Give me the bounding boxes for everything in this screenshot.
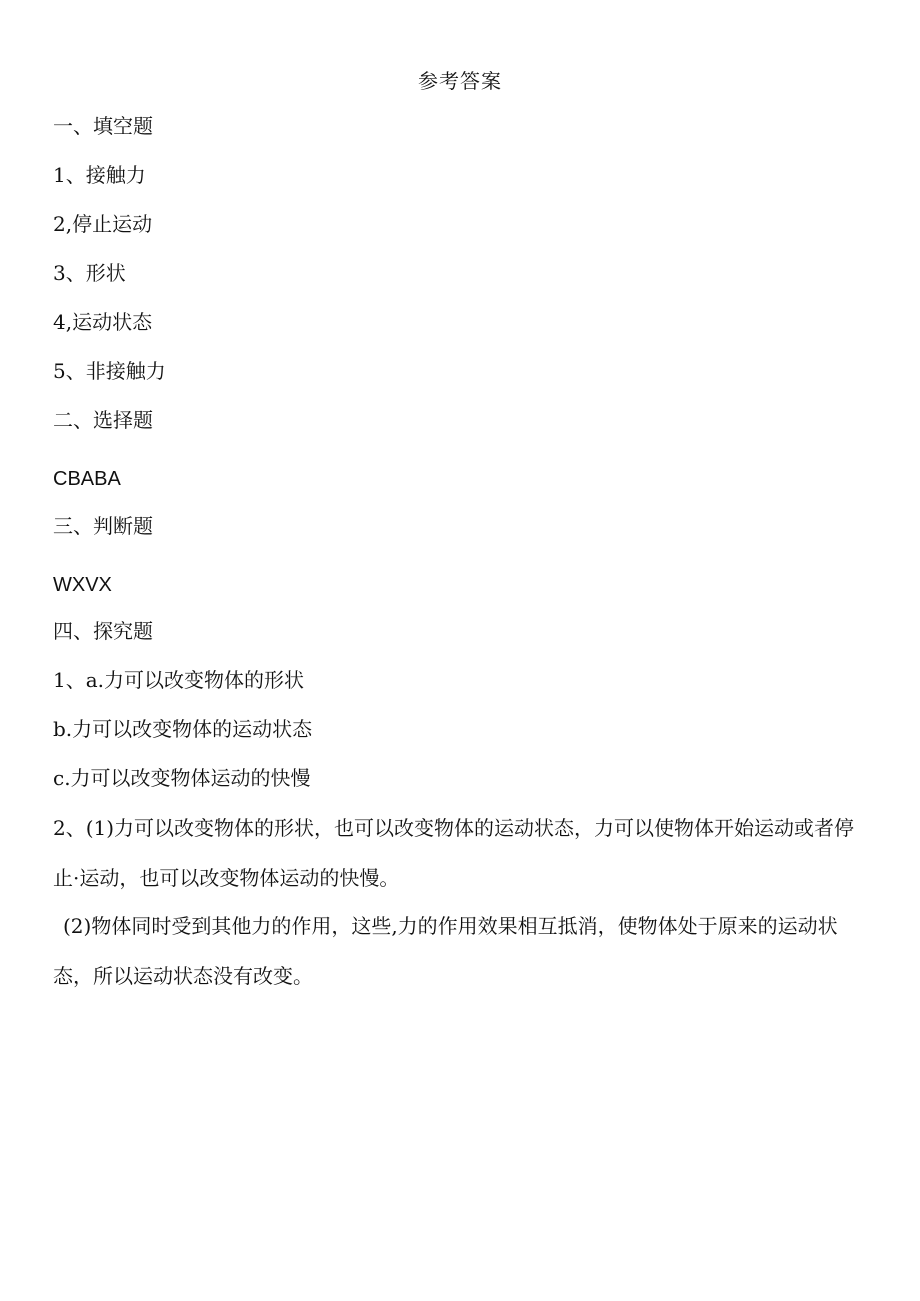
inquiry-q1-line-c: c.力可以改变物体运动的快慢 [53,766,311,790]
page-title: 参考答案 [418,69,502,93]
section-heading-fill-blank: 一、填空题 [53,114,153,138]
multiple-choice-answers: CBABA [53,468,121,490]
true-false-answers: WXVX [53,574,112,596]
inquiry-q2-part1: 2、(1)力可以改变物体的形状，也可以改变物体的运动状态，力可以使物体开始运动或者停止·运动，也可以改变物体运动的快慢。 [53,816,855,890]
inquiry-q2-part2: (2)物体同时受到其他力的作用，这些,力的作用效果相互抵消，使物体处于原来的运动状态，所以运动状态没有改变。 [53,914,838,988]
section-heading-true-false: 三、判断题 [53,514,153,538]
inquiry-q1-line-a: 1、a.力可以改变物体的形状 [53,668,305,692]
fill-blank-item-3: 3、形状 [53,261,126,285]
section-heading-inquiry: 四、探究题 [53,619,153,643]
fill-blank-item-2: 2,停止运动 [53,212,153,236]
inquiry-q1-line-b: b.力可以改变物体的运动状态 [53,717,313,741]
section-heading-multiple-choice: 二、选择题 [53,408,153,432]
fill-blank-item-5: 5、非接触力 [53,359,166,383]
fill-blank-item-4: 4,运动状态 [53,310,153,334]
fill-blank-item-1: 1、接触力 [53,163,146,187]
